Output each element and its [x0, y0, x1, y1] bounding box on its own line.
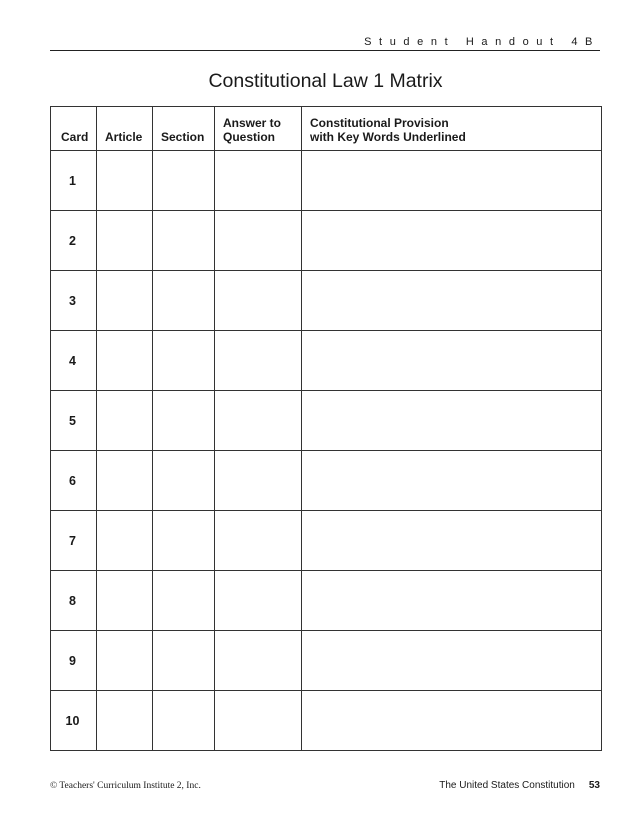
article-cell [97, 151, 153, 211]
section-cell [153, 631, 215, 691]
column-header-provision: Constitutional Provision with Key Words Underlined [302, 107, 602, 151]
header-rule [50, 50, 600, 51]
article-cell [97, 511, 153, 571]
article-cell [97, 271, 153, 331]
answer-cell [215, 571, 302, 631]
answer-cell [215, 691, 302, 751]
card-number-cell: 2 [51, 211, 97, 271]
column-header-answer: Answer to Question [215, 107, 302, 151]
section-cell [153, 211, 215, 271]
section-cell [153, 571, 215, 631]
provision-cell [302, 391, 602, 451]
table-row [51, 211, 602, 271]
table-row [51, 571, 602, 631]
provision-cell [302, 511, 602, 571]
section-cell [153, 331, 215, 391]
card-number-cell: 10 [51, 691, 97, 751]
card-number-cell: 6 [51, 451, 97, 511]
article-cell [97, 631, 153, 691]
section-cell [153, 391, 215, 451]
provision-cell [302, 151, 602, 211]
section-cell [153, 691, 215, 751]
column-header-article: Article [97, 107, 153, 151]
provision-cell [302, 331, 602, 391]
page-footer [439, 780, 600, 791]
table-row [51, 691, 602, 751]
page-title: Constitutional Law 1 Matrix [208, 70, 443, 92]
card-number-cell: 8 [51, 571, 97, 631]
handout-label: Student Handout 4B [364, 36, 600, 48]
table-row [51, 331, 602, 391]
table-row [51, 271, 602, 331]
provision-cell [302, 211, 602, 271]
table-row [51, 511, 602, 571]
provision-cell [302, 451, 602, 511]
answer-cell [215, 451, 302, 511]
article-cell [97, 691, 153, 751]
card-number-cell: 7 [51, 511, 97, 571]
article-cell [97, 391, 153, 451]
answer-cell [215, 211, 302, 271]
table-body [51, 151, 602, 751]
provision-cell [302, 631, 602, 691]
section-cell [153, 271, 215, 331]
column-header-section: Section [153, 107, 215, 151]
provision-cell [302, 571, 602, 631]
provision-cell [302, 271, 602, 331]
answer-cell [215, 391, 302, 451]
card-number-cell: 5 [51, 391, 97, 451]
section-cell [153, 511, 215, 571]
section-cell [153, 151, 215, 211]
article-cell [97, 451, 153, 511]
answer-cell [215, 631, 302, 691]
table-row [51, 391, 602, 451]
table-header-row [51, 107, 602, 151]
answer-cell [215, 151, 302, 211]
copyright-notice: © Teachers' Curriculum Institute 2, Inc. [50, 781, 201, 791]
table-row [51, 151, 602, 211]
provision-cell [302, 691, 602, 751]
card-number-cell: 9 [51, 631, 97, 691]
page-number: 53 [588, 780, 600, 791]
article-cell [97, 331, 153, 391]
article-cell [97, 211, 153, 271]
card-number-cell: 3 [51, 271, 97, 331]
answer-cell [215, 271, 302, 331]
book-title: The United States Constitution [439, 780, 575, 791]
card-number-cell: 1 [51, 151, 97, 211]
answer-cell [215, 511, 302, 571]
table-row [51, 631, 602, 691]
section-cell [153, 451, 215, 511]
card-number-cell: 4 [51, 331, 97, 391]
table-row [51, 451, 602, 511]
article-cell [97, 571, 153, 631]
law-matrix-table [50, 106, 602, 751]
column-header-card: Card [51, 107, 97, 151]
answer-cell [215, 331, 302, 391]
